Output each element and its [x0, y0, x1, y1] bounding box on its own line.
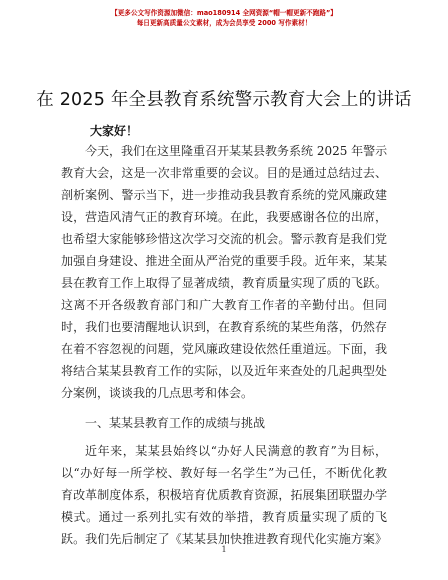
paragraph-line: 县在教育工作上取得了显著成绩，教育质量实现了质的飞跃。 [61, 276, 387, 290]
paragraph-line: 模式。通过一系列扎实有效的举措，教育质量实现了质的飞 [61, 510, 387, 524]
paragraph-line: 这离不开各级教育部门和广大教育工作者的辛勤付出。但同 [61, 298, 387, 312]
promo-header-line-2: 每日更新高质量公文素材，成为会员享受 2000 写作素材！ [136, 19, 312, 27]
paragraph-line: 在着不容忽视的问题，党风廉政建设依然任重道远。下面，我 [61, 342, 387, 356]
greeting: 大家好！ [90, 124, 139, 138]
document-body [61, 140, 387, 550]
paragraph-line: 育改革制度体系，积极培育优质教育资源，拓展集团联盟办学 [61, 488, 387, 502]
paragraph-line: 加强自身建设、推进全面从严治党的重要手段。近年来，某某 [61, 254, 387, 268]
page-number: 1 [221, 545, 227, 554]
paragraph-line: 时，我们也要清醒地认识到，在教育系统的某些角落，仍然存 [61, 320, 387, 334]
promo-header-line-1: 【更多公文写作资源加微信：mao180914 全网资源“帽一帽更新不跑路”】 [111, 9, 337, 17]
paragraph-line: 设，营造风清气正的教育环境。在此，我要感谢各位的出席， [61, 210, 387, 224]
section-heading: 一、某某县教育工作的成绩与挑战 [85, 416, 266, 430]
paragraph-line: 也希望大家能够珍惜这次学习交流的机会。警示教育是我们党 [61, 232, 387, 246]
paragraph-line: 今天，我们在这里隆重召开某某县教务系统 2025 年警示 [85, 144, 388, 158]
promo-header [0, 8, 448, 28]
paragraph-line: 教育大会，这是一次非常重要的会议。目的是通过总结过去、 [61, 166, 387, 180]
paragraph-line: 跃。我们先后制定了《某某县加快推进教育现代化实施方案》 [61, 532, 387, 546]
paragraph-line: 分案例，谈谈我的几点思考和体会。 [61, 386, 254, 400]
paragraph-line: 将结合某某县教育工作的实际，以及近年来查处的几起典型处 [61, 364, 387, 378]
document-title: 在 2025 年全县教育系统警示教育大会上的讲话 [36, 90, 412, 110]
paragraph-line: 以“办好每一所学校、教好每一名学生”为己任，不断优化教 [61, 466, 387, 480]
paragraph-line: 近年来，某某县始终以“办好人民满意的教育”为目标， [85, 444, 387, 458]
paragraph-line: 剖析案例、警示当下，进一步推动我县教育系统的党风廉政建 [61, 188, 387, 202]
